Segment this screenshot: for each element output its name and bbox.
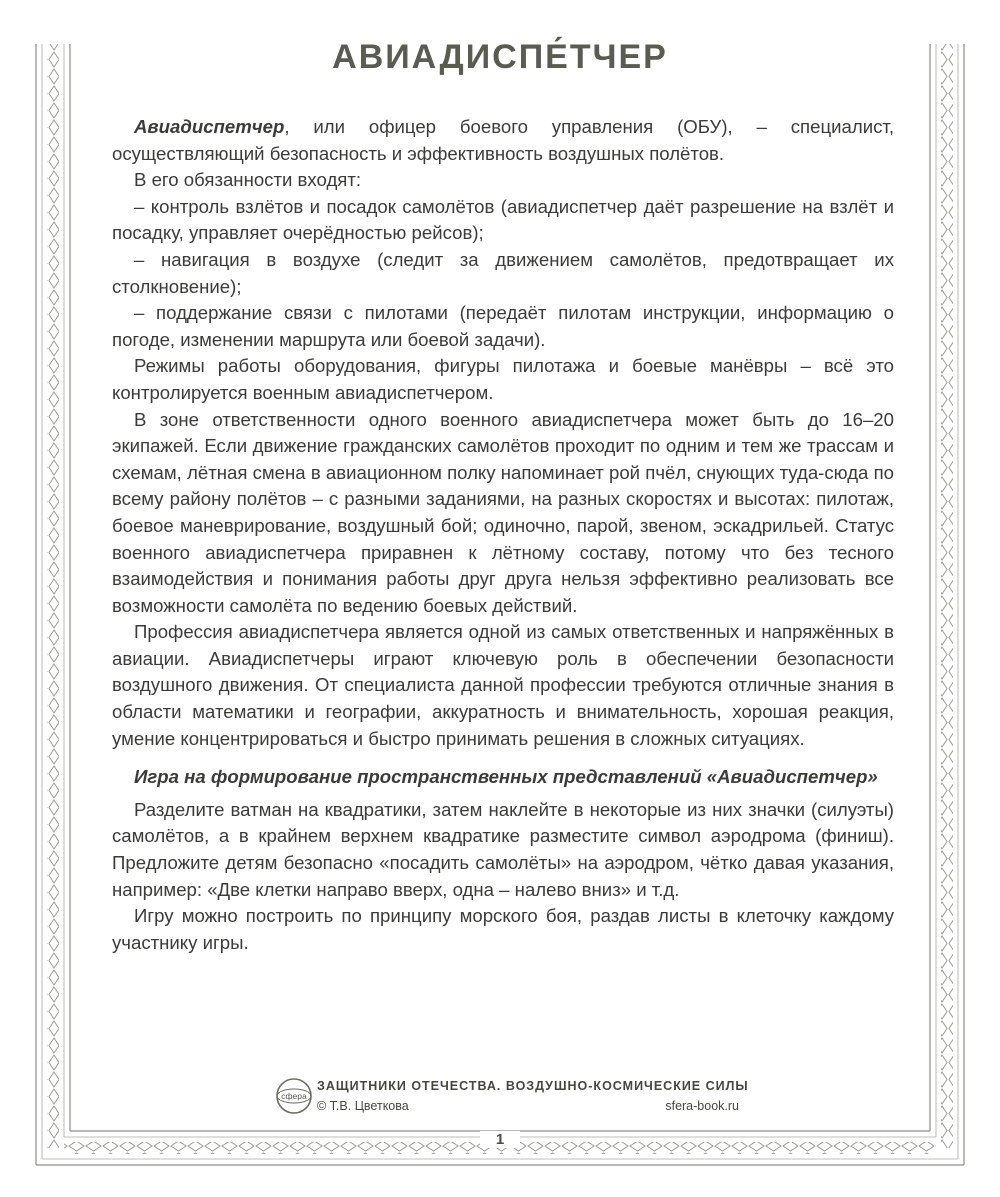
duty-item: – поддержание связи с пилотами (передаёт пилотам инструкции, информацию о погоде, изменении маршрута или боевой задачи). — [112, 302, 894, 350]
page-title: АВИАДИСПЕ́ТЧЕР — [332, 38, 668, 76]
body-paragraph: В зоне ответственности одного военного авиадиспетчера может быть до 16–20 экипажей. Если движение гражданских самолётов проходит по одним и тем же трассам и схемам, лётная смена в авиационном полку напоминает рой пчёл, снующих туда-сюда по всему району полётов – с разными заданиями, на разных скоростях и высотах: пилотаж, боевое маневрирование, воздушный бой; одиночно, парой, звеном, эскадрильей. Статус военного авиадиспетчера приравнен к лётному составу, потому что без тесного взаимодействия и понимания работы друг друга нельзя эффективно реализовать все возможности самолёта по ведению боевых действий. — [112, 408, 894, 616]
sfera-logo-icon — [275, 1077, 313, 1115]
series-title: ЗАЩИТНИКИ ОТЕЧЕСТВА. ВОЗДУШНО-КОСМИЧЕСКИЕ СИЛЫ — [317, 1079, 749, 1093]
page-footer — [275, 1075, 749, 1119]
intro-paragraph — [112, 114, 894, 167]
body-paragraph: Режимы работы оборудования, фигуры пилотажа и боевые манёвры – всё это контролируется военным авиадиспетчером. — [112, 355, 894, 403]
author-credit: © Т.В. Цветкова — [317, 1099, 409, 1113]
duties-heading: В его обязанности входят: — [134, 169, 362, 191]
game-paragraph: Игру можно построить по принципу морского боя, раздав листы в клеточку каждому участнику игры. — [112, 905, 894, 953]
duty-item: – навигация в воздухе (следит за движением самолётов, предотвращает их столкновение); — [112, 248, 894, 297]
website-link[interactable]: sfera-book.ru — [665, 1099, 739, 1113]
game-paragraph: Разделите ватман на квадратики, затем наклейте в некоторые из них значки (силуэты) самолётов, а в крайнем верхнем квадратике разместите символ аэродрома (финиш). Предложите детям безопасно «посадить самолёты» на аэродром, чётко давая указания, например: «Две клетки направо вверх, одна – налево вниз» и т.д. — [112, 798, 894, 900]
page-number: 1 — [480, 1131, 520, 1148]
intro-text: , или офицер боевого управления (ОБУ), – специалист, осуществляющий безопасность и эффективность воздушных полётов. — [112, 116, 894, 164]
game-heading: Игра на формирование пространственных представлений «Авиадиспетчер» — [134, 766, 878, 788]
svg-text:сфера: сфера — [281, 1091, 307, 1101]
term-highlight: Авиадиспетчер — [134, 116, 285, 137]
article-body — [112, 114, 894, 956]
body-paragraph: Профессия авиадиспетчера является одной из самых ответственных и напряжённых в авиации. Авиадиспетчеры играют ключевую роль в обеспечении безопасности воздушного движения. От специалиста данной профессии требуются отличные знания в области математики и географии, аккуратность и внимательность, хорошая реакция, умение концентрироваться и быстро принимать решения в сложных ситуациях. — [112, 621, 894, 749]
duty-item: – контроль взлётов и посадок самолётов (авиадиспетчер даёт разрешение на взлёт и посадку, управляет очерёдностью рейсов); — [112, 195, 894, 244]
